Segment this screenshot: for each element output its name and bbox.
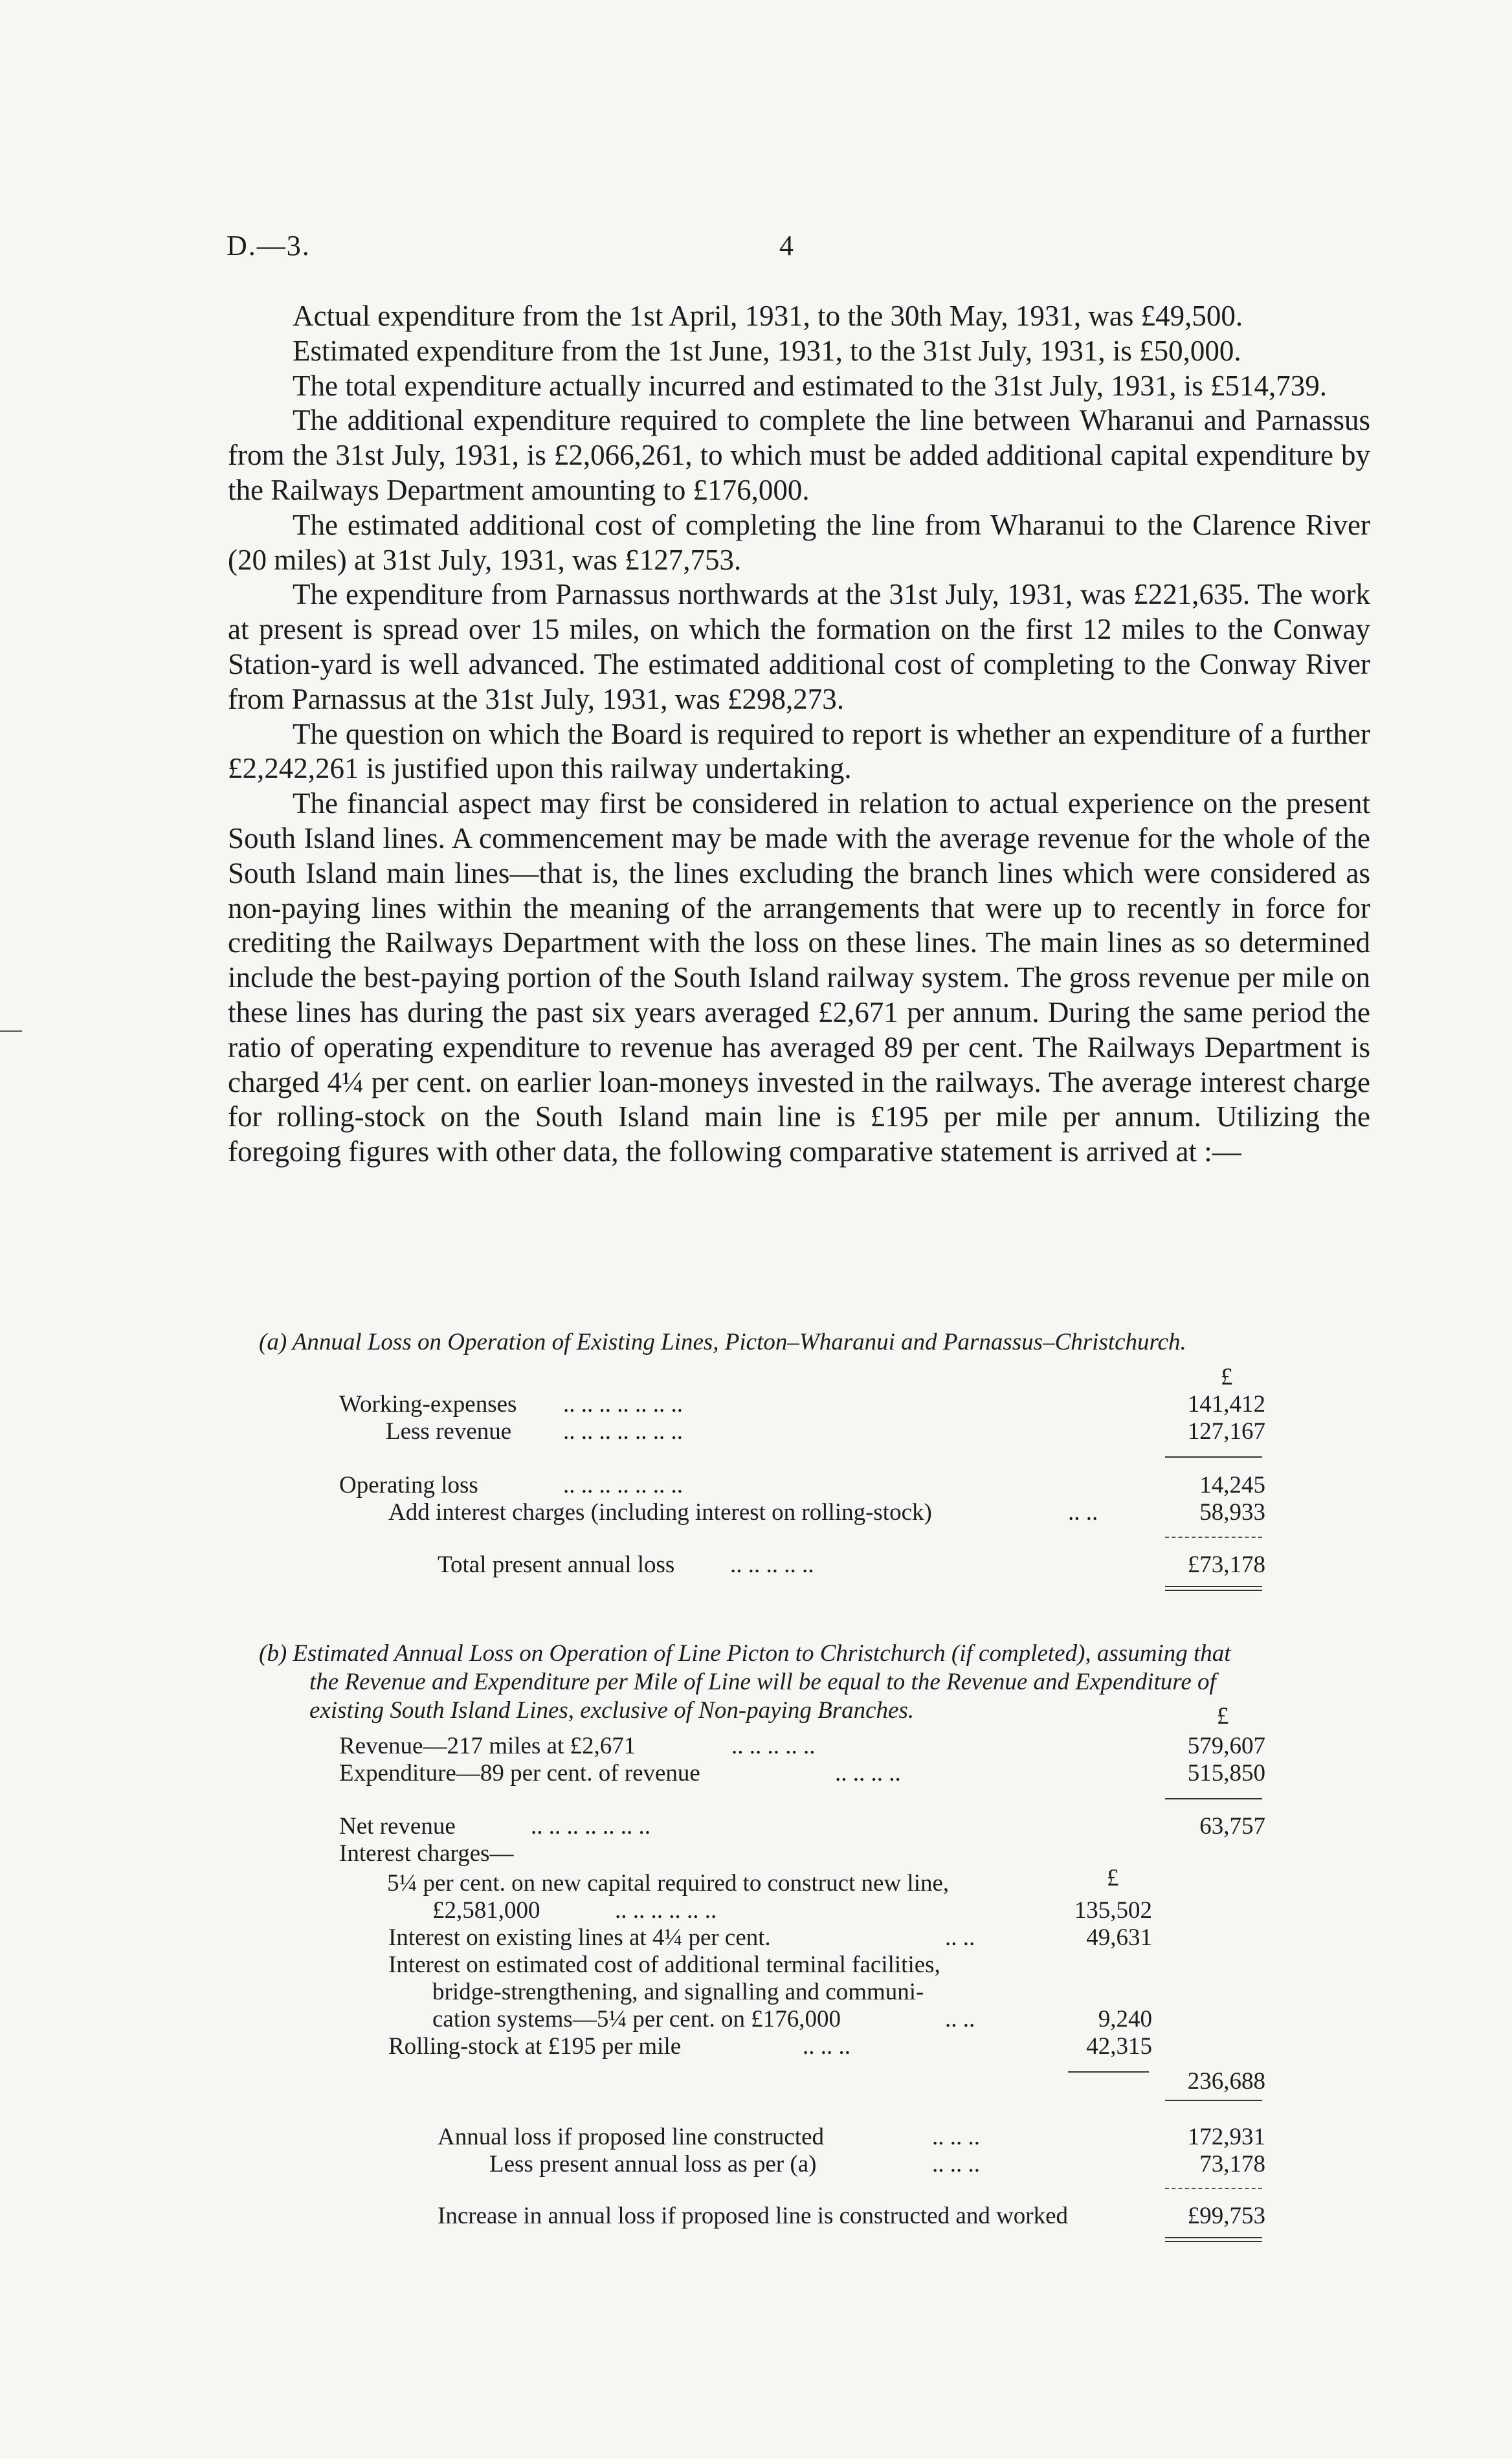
section-b-title: the Revenue and Expenditure per Mile of Line will be equal to the Revenue and Expenditure of bbox=[309, 1669, 1216, 1695]
section-a-title: (a) Annual Loss on Operation of Existing Lines, Picton–Wharanui and Parnassus–Christchurch. bbox=[259, 1329, 1186, 1355]
rule bbox=[1165, 1798, 1262, 1799]
double-rule bbox=[1165, 1590, 1262, 1591]
less-revenue-label: Less revenue bbox=[386, 1418, 512, 1445]
less-present-value: 73,178 bbox=[1199, 2151, 1265, 2177]
leader-dots: .. .. .. .. .. .. .. bbox=[563, 1391, 683, 1418]
total-present-loss-label: Total present annual loss bbox=[438, 1552, 675, 1578]
paragraph: The total expenditure actually incurred and estimated to the 31st July, 1931, is £514,739. bbox=[293, 369, 1327, 402]
section-b-currency: £ bbox=[1217, 1703, 1229, 1730]
expenditure-value: 515,850 bbox=[1187, 1760, 1265, 1786]
leader-dots: .. .. bbox=[1068, 1499, 1098, 1526]
paragraph: Actual expenditure from the 1st April, 1931, to the 30th May, 1931, was £49,500. bbox=[293, 300, 1243, 332]
paragraph: Estimated expenditure from the 1st June, 1931, to the 31st July, 1931, is £50,000. bbox=[293, 334, 1241, 367]
rule bbox=[1165, 2100, 1262, 2101]
interest-new-capital-line2: £2,581,000 bbox=[432, 1897, 540, 1924]
rule bbox=[1165, 1537, 1262, 1538]
interest-terminal-line2: bridge-strengthening, and signalling and communi- bbox=[432, 1979, 924, 2005]
double-rule bbox=[1165, 2241, 1262, 2242]
rolling-stock-value: 42,315 bbox=[1086, 2033, 1152, 2060]
leader-dots: .. .. .. .. .. .. bbox=[615, 1897, 717, 1924]
leader-dots: .. .. bbox=[945, 2006, 975, 2032]
rule bbox=[1165, 1456, 1262, 1458]
net-revenue-label: Net revenue bbox=[339, 1813, 456, 1840]
annual-loss-label: Annual loss if proposed line constructed bbox=[438, 2124, 825, 2150]
interest-total-value: 236,688 bbox=[1187, 2068, 1265, 2095]
net-revenue-value: 63,757 bbox=[1199, 1813, 1265, 1840]
page-number: 4 bbox=[779, 230, 794, 261]
annual-loss-value: 172,931 bbox=[1187, 2124, 1265, 2150]
operating-loss-label: Operating loss bbox=[339, 1472, 478, 1498]
less-revenue-value: 127,167 bbox=[1187, 1418, 1265, 1445]
body-text bbox=[228, 299, 1370, 1170]
increase-loss-label: Increase in annual loss if proposed line is constructed and worked bbox=[438, 2203, 1069, 2229]
rule bbox=[1165, 2188, 1262, 2189]
paragraph: The expenditure from Parnassus northwards at the 31st July, 1931, was £221,635. The work at present is spread over 15 miles, on which the formation on the first 12 miles to the Conway Station-yard is well advanced. The estimated additional cost of completing to the Conway River from Parnassus at the 31st July, 1931, was £298,273. bbox=[228, 578, 1370, 715]
expenditure-label: Expenditure—89 per cent. of revenue bbox=[339, 1760, 700, 1786]
working-expenses-value: 141,412 bbox=[1187, 1391, 1265, 1418]
interest-heading: Interest charges— bbox=[339, 1840, 514, 1867]
paragraph: The additional expenditure required to complete the line between Wharanui and Parnassus from the 31st July, 1931, is £2,066,261, to which must be added additional capital expenditure by the Railways Department amounting to £176,000. bbox=[228, 404, 1370, 506]
revenue-label: Revenue—217 miles at £2,671 bbox=[339, 1733, 636, 1759]
leader-dots: .. .. .. .. .. bbox=[730, 1552, 814, 1578]
interest-existing-label: Interest on existing lines at 4¼ per cent. bbox=[388, 1924, 771, 1951]
section-a-currency: £ bbox=[1221, 1364, 1233, 1390]
leader-dots: .. .. .. bbox=[932, 2124, 980, 2150]
paragraph: The estimated additional cost of completing the line from Wharanui to the Clarence River (20 miles) at 31st July, 1931, was £127,753. bbox=[228, 508, 1370, 576]
working-expenses-label: Working-expenses bbox=[339, 1391, 517, 1418]
rule bbox=[1068, 2071, 1149, 2073]
leader-dots: .. .. .. bbox=[803, 2033, 850, 2060]
interest-terminal-line3: cation systems—5¼ per cent. on £176,000 bbox=[432, 2006, 841, 2032]
interest-terminal-line1: Interest on estimated cost of additional terminal facilities, bbox=[388, 1952, 940, 1978]
leader-dots: .. .. .. .. bbox=[835, 1760, 901, 1786]
revenue-value: 579,607 bbox=[1187, 1733, 1265, 1759]
total-present-loss-value: £73,178 bbox=[1187, 1552, 1265, 1578]
double-rule bbox=[1165, 2237, 1262, 2238]
paragraph: The question on which the Board is required to report is whether an expenditure of a further £2,242,261 is justified upon this railway undertaking. bbox=[228, 717, 1370, 785]
double-rule bbox=[1165, 1586, 1262, 1587]
interest-terminal-value: 9,240 bbox=[1098, 2006, 1152, 2032]
interest-new-capital-value: 135,502 bbox=[1074, 1897, 1152, 1924]
section-b-title: (b) Estimated Annual Loss on Operation of Line Picton to Christchurch (if completed), assuming that bbox=[259, 1640, 1231, 1667]
section-b-title: existing South Island Lines, exclusive of Non-paying Branches. bbox=[309, 1697, 915, 1724]
interest-charges-label: Add interest charges (including interest on rolling-stock) bbox=[388, 1499, 932, 1526]
interest-charges-value: 58,933 bbox=[1199, 1499, 1265, 1526]
operating-loss-value: 14,245 bbox=[1199, 1472, 1265, 1498]
inner-currency: £ bbox=[1107, 1865, 1119, 1891]
interest-new-capital-line1: 5¼ per cent. on new capital required to construct new line, bbox=[387, 1870, 950, 1897]
leader-dots: .. .. bbox=[945, 1924, 975, 1951]
document-reference: D.—3. bbox=[227, 230, 311, 261]
margin-mark bbox=[0, 1030, 22, 1032]
leader-dots: .. .. .. .. .. bbox=[731, 1733, 816, 1759]
paragraph: The financial aspect may first be considered in relation to actual experience on the present South Island lines. A commencement may be made with the average revenue for the whole of the South Island main lines—that is, the lines excluding the branch lines which were considered as non-paying lines within the meaning of the arrangements that were up to recently in force for crediting the Railways Department with the loss on these lines. The main lines as so determined include the best-paying portion of the South Island railway system. The gross revenue per mile on these lines has during the past six years averaged £2,671 per annum. During the same period the ratio of operating expenditure to revenue has averaged 89 per cent. The Railways Department is charged 4¼ per cent. on earlier loan-moneys invested in the railways. The average interest charge for rolling-stock on the South Island main line is £195 per mile per annum. Utilizing the foregoing figures with other data, the following comparative statement is arrived at :— bbox=[228, 787, 1370, 1168]
less-present-label: Less present annual loss as per (a) bbox=[489, 2151, 817, 2177]
rolling-stock-label: Rolling-stock at £195 per mile bbox=[388, 2033, 682, 2060]
leader-dots: .. .. .. .. .. .. .. bbox=[563, 1418, 683, 1445]
interest-existing-value: 49,631 bbox=[1086, 1924, 1152, 1951]
leader-dots: .. .. .. .. .. .. .. bbox=[531, 1813, 650, 1840]
leader-dots: .. .. .. .. .. .. .. bbox=[563, 1472, 683, 1498]
increase-loss-value: £99,753 bbox=[1187, 2203, 1265, 2229]
leader-dots: .. .. .. bbox=[932, 2151, 980, 2177]
